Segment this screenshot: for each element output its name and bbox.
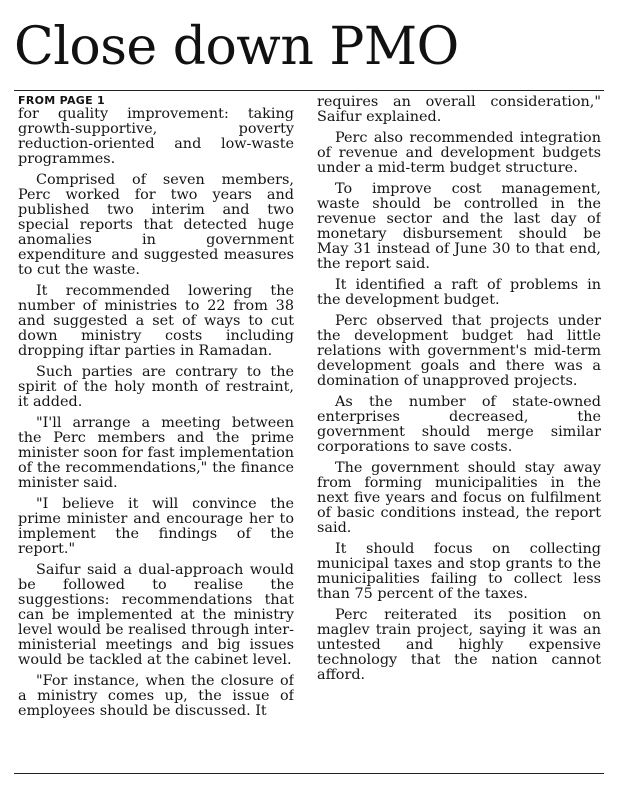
article-paragraph: for quality improvement: taking growth-supportive, poverty reduction-oriented and low-waste programmes.: [18, 106, 294, 167]
article-paragraph: requires an overall consideration," Saifur explained.: [317, 95, 601, 125]
article-bottom-divider: [14, 773, 604, 774]
article-paragraph: Such parties are contrary to the spirit of the holy month of restraint, it added.: [18, 364, 294, 410]
article-column-left: [18, 95, 294, 769]
article-paragraph: It should focus on collecting municipal taxes and stop grants to the municipalities failing to collect less than 75 percent of the taxes.: [317, 541, 601, 602]
article-paragraph: Saifur said a dual-approach would be followed to realise the suggestions: recommendations that can be implemented at the ministry level would be realised through inter-ministerial meetings and big issues would be tackled at the cabinet level.: [18, 562, 294, 668]
article-paragraph: The government should stay away from forming municipalities in the next five years and focus on fulfilment of basic conditions instead, the report said.: [317, 460, 601, 536]
continuation-kicker: FROM PAGE 1: [18, 95, 106, 107]
article-paragraph: It recommended lowering the number of ministries to 22 from 38 and suggested a set of ways to cut down ministry costs including dropping iftar parties in Ramadan.: [18, 283, 294, 359]
article-paragraph: "I believe it will convince the prime minister and encourage her to implement the findings of the report.": [18, 496, 294, 557]
article-paragraph: To improve cost management, waste should be controlled in the revenue sector and the last day of monetary disbursement should be May 31 instead of June 30 to that end, the report said.: [317, 181, 601, 272]
article-paragraph: Perc also recommended integration of revenue and development budgets under a mid-term budget structure.: [317, 130, 601, 176]
article-paragraph: It identified a raft of problems in the development budget.: [317, 277, 601, 308]
article-paragraph: "For instance, when the closure of a ministry comes up, the issue of employees should be discussed. It: [18, 673, 294, 719]
article-paragraph: Perc reiterated its position on maglev train project, saying it was an untested and highly expensive technology that the nation cannot afford.: [317, 607, 601, 683]
headline-divider: [14, 90, 604, 91]
article-paragraph: As the number of state-owned enterprises decreased, the government should merge similar corporations to save costs.: [317, 394, 601, 455]
article-paragraph: "I'll arrange a meeting between the Perc members and the prime minister soon for fast implementation of the recommendations," the finance minister said.: [18, 415, 294, 491]
article-paragraph: Perc observed that projects under the development budget had little relations with government's mid-term development goals and there was a domination of unapproved projects.: [317, 313, 601, 389]
article-paragraph: Comprised of seven members, Perc worked for two years and published two interim and two special reports that detected huge anomalies in government expenditure and suggested measures to cut the waste.: [18, 172, 294, 278]
article-column-right: [317, 95, 601, 769]
article-headline: Close down PMO: [14, 17, 459, 77]
